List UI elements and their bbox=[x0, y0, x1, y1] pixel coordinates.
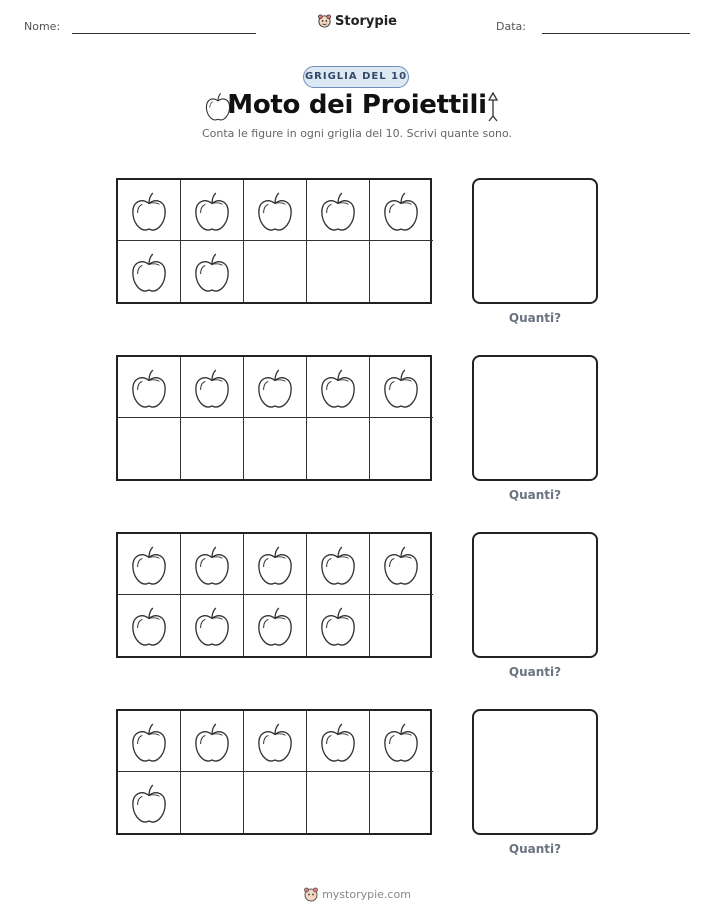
ten-frame-cell bbox=[181, 534, 244, 595]
apple-icon bbox=[193, 368, 231, 410]
ten-frame-cell bbox=[118, 772, 181, 833]
ten-frame-cell bbox=[307, 180, 370, 241]
ten-frame-cell bbox=[370, 711, 433, 772]
ten-frame-cell bbox=[307, 418, 370, 479]
apple-icon bbox=[319, 606, 357, 648]
ten-frame-cell bbox=[181, 241, 244, 302]
ten-frame bbox=[116, 178, 432, 304]
ten-frame bbox=[116, 355, 432, 481]
apple-icon bbox=[319, 191, 357, 233]
ten-frame-cell bbox=[181, 418, 244, 479]
date-label: Data: bbox=[496, 20, 526, 33]
ten-frame-cell bbox=[118, 241, 181, 302]
apple-icon bbox=[319, 368, 357, 410]
name-label: Nome: bbox=[24, 20, 61, 33]
page-title: Moto dei Proiettili bbox=[227, 90, 487, 120]
ten-frame-cell bbox=[370, 241, 433, 302]
footer bbox=[0, 886, 714, 902]
apple-icon bbox=[130, 783, 168, 825]
apple-icon bbox=[193, 545, 231, 587]
answer-box[interactable] bbox=[472, 709, 598, 835]
apple-icon bbox=[382, 722, 420, 764]
answer-label: Quanti? bbox=[508, 488, 562, 502]
ten-frame-cell bbox=[370, 180, 433, 241]
ten-frame-cell bbox=[244, 241, 307, 302]
apple-icon bbox=[382, 545, 420, 587]
ten-frame-cell bbox=[307, 711, 370, 772]
ten-frame-cell bbox=[307, 772, 370, 833]
ten-frame-cell bbox=[118, 595, 181, 656]
ten-frame-cell bbox=[244, 180, 307, 241]
ten-frame-cell bbox=[118, 534, 181, 595]
ten-frame-cell bbox=[244, 711, 307, 772]
ten-frame-cell bbox=[181, 772, 244, 833]
answer-box[interactable] bbox=[472, 178, 598, 304]
answer-box[interactable] bbox=[472, 355, 598, 481]
ten-frame-cell bbox=[370, 595, 433, 656]
arrow-icon bbox=[486, 92, 500, 122]
answer-label: Quanti? bbox=[508, 665, 562, 679]
ten-frame-cell bbox=[181, 180, 244, 241]
ten-frame-cell bbox=[370, 772, 433, 833]
apple-icon bbox=[130, 191, 168, 233]
ten-frame-cell bbox=[307, 534, 370, 595]
apple-icon bbox=[130, 722, 168, 764]
ten-frame-cell bbox=[118, 357, 181, 418]
ten-frame-cell bbox=[307, 241, 370, 302]
ten-frame-cell bbox=[244, 357, 307, 418]
apple-icon bbox=[193, 606, 231, 648]
ten-frame-cell bbox=[181, 595, 244, 656]
ten-frame-cell bbox=[244, 772, 307, 833]
apple-icon bbox=[382, 191, 420, 233]
storypie-logo-icon bbox=[317, 13, 332, 28]
apple-icon bbox=[130, 252, 168, 294]
ten-frame-cell bbox=[181, 711, 244, 772]
apple-icon bbox=[256, 606, 294, 648]
apple-icon bbox=[256, 545, 294, 587]
ten-frame bbox=[116, 709, 432, 835]
ten-frame-cell bbox=[370, 534, 433, 595]
apple-icon bbox=[130, 368, 168, 410]
answer-label: Quanti? bbox=[508, 842, 562, 856]
apple-icon bbox=[256, 368, 294, 410]
brand-logo bbox=[0, 13, 714, 29]
ten-frame-cell bbox=[370, 418, 433, 479]
ten-frame-cell bbox=[244, 534, 307, 595]
apple-icon bbox=[193, 252, 231, 294]
ten-frame-cell bbox=[118, 418, 181, 479]
apple-icon bbox=[193, 191, 231, 233]
apple-icon bbox=[382, 368, 420, 410]
ten-frame-cell bbox=[244, 418, 307, 479]
answer-label: Quanti? bbox=[508, 311, 562, 325]
apple-icon bbox=[319, 722, 357, 764]
answer-box[interactable] bbox=[472, 532, 598, 658]
apple-icon bbox=[319, 545, 357, 587]
name-line[interactable] bbox=[72, 33, 256, 34]
ten-frame-cell bbox=[118, 711, 181, 772]
brand-name: Storypie bbox=[335, 14, 397, 29]
apple-icon bbox=[256, 722, 294, 764]
worksheet-badge: GRIGLIA DEL 10 bbox=[303, 66, 409, 88]
date-line[interactable] bbox=[542, 33, 690, 34]
apple-icon bbox=[193, 722, 231, 764]
apple-icon bbox=[130, 606, 168, 648]
ten-frame-cell bbox=[244, 595, 307, 656]
ten-frame-cell bbox=[370, 357, 433, 418]
storypie-logo-icon bbox=[303, 886, 319, 902]
ten-frame-cell bbox=[307, 595, 370, 656]
footer-url: mystorypie.com bbox=[322, 888, 411, 901]
ten-frame-cell bbox=[181, 357, 244, 418]
ten-frame bbox=[116, 532, 432, 658]
apple-icon bbox=[256, 191, 294, 233]
ten-frame-cell bbox=[118, 180, 181, 241]
instructions: Conta le figure in ogni griglia del 10. Scrivi quante sono. bbox=[201, 127, 512, 140]
ten-frame-cell bbox=[307, 357, 370, 418]
apple-icon bbox=[130, 545, 168, 587]
